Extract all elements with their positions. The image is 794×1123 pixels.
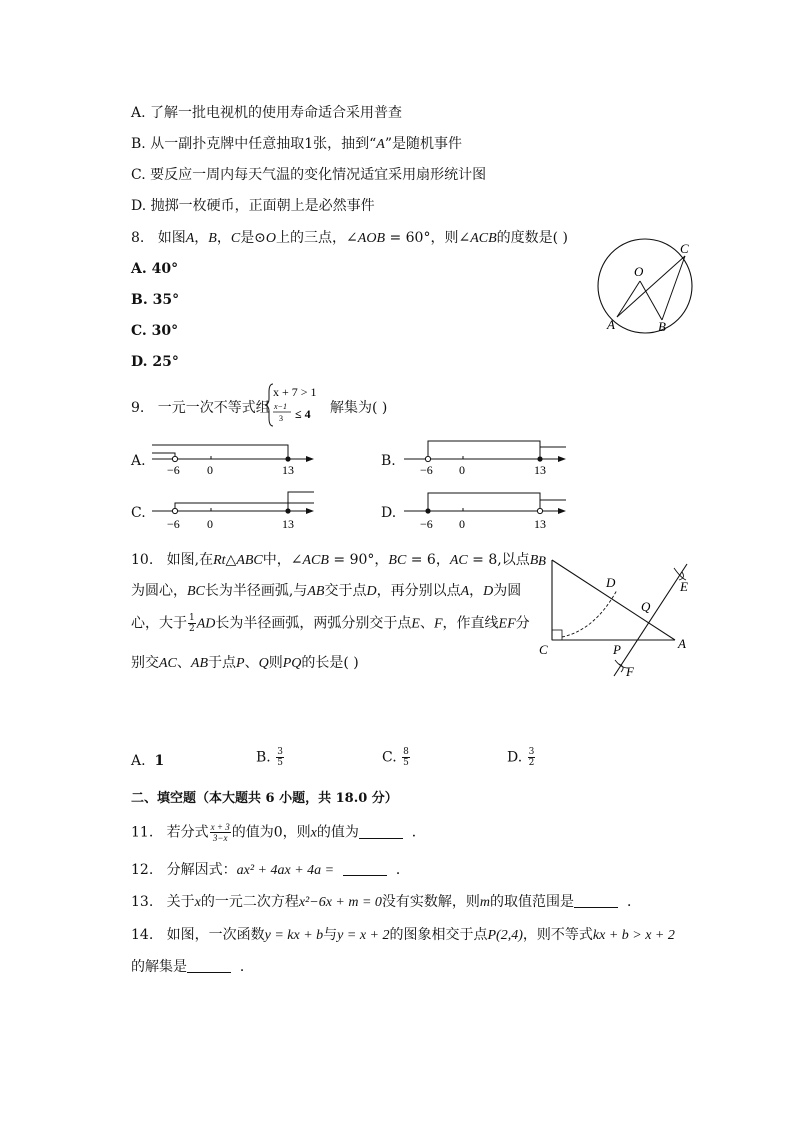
q9-b-tick-13: 13 (534, 463, 546, 477)
q8-var: AOB (357, 231, 385, 246)
q14-answer-blank[interactable] (187, 958, 231, 973)
q10-choice-c-num: 8 (403, 747, 409, 757)
q7-choice-d: D. 抛掷一枚硬币，正面朝上是必然事件 (131, 198, 375, 214)
q10-choice-c-den: 5 (403, 758, 409, 768)
q12-answer-blank[interactable] (343, 861, 387, 876)
q9-d-solid-dot-left (425, 508, 430, 513)
q12-number: 12. (131, 862, 154, 878)
q10-choice-c (382, 747, 411, 768)
q10-frac-num: 1 (189, 613, 195, 623)
q10-frac-den: 2 (189, 624, 195, 634)
q10-right-angle (552, 630, 562, 640)
q10-text: 如图,在 (166, 552, 214, 568)
q10-var: AD (196, 616, 216, 632)
q10-label-c: C (539, 642, 548, 657)
q8-choice-a: A. 40° (131, 261, 179, 277)
q8-label-c: C (680, 241, 689, 256)
q9-b-tick-neg6: −6 (420, 463, 433, 477)
q10-text: 为圆心， (131, 583, 187, 599)
q10-var: PQ (282, 656, 302, 671)
q10-var: E (411, 616, 420, 632)
q8-text: 如图 (157, 230, 186, 246)
q10-text: ， (469, 583, 484, 599)
q9-a-ray-right (152, 445, 288, 459)
q9-a-tick-13: 13 (282, 463, 294, 477)
q10-var: ABC (236, 553, 263, 568)
q10-var: BC (187, 584, 205, 599)
q9-c-solid-dot (285, 508, 290, 513)
q14-text: 与 (323, 927, 338, 943)
q13-var: x (194, 895, 201, 910)
q8-number: 8. (131, 230, 145, 246)
q10-choice-d-den: 2 (528, 758, 535, 768)
q10-text: 的长是( ) (301, 655, 359, 671)
q11-line (131, 822, 426, 844)
q10-var: EF (498, 616, 516, 632)
q10-text: 分 (515, 615, 530, 632)
q10-var: AB (190, 656, 208, 671)
q10-var: BC (388, 553, 407, 568)
q9-b-ray-1 (428, 441, 540, 459)
q10-text: 、 (176, 655, 191, 671)
q13-expression: x²−6x + m = 0 (298, 895, 382, 910)
q10-text: 心，大于 (131, 615, 187, 632)
q14-expression: P(2,4) (487, 928, 523, 943)
q9-a-arrow (306, 456, 314, 462)
q10-choice-b-num: 3 (277, 747, 283, 757)
q11-text: 的值为 (316, 824, 359, 841)
q13-var: m (479, 895, 491, 910)
q7-choice-a: A. 了解一批电视机的使用寿命适合采用普查 (131, 105, 403, 121)
q8-sep: ， (194, 230, 209, 246)
q8-segment-ca (617, 256, 685, 317)
q10-choice-d-label: D. (507, 749, 523, 766)
q9-c-tick-zero: 0 (207, 517, 213, 531)
q8-label-o: O (634, 264, 644, 279)
q9-numberline-a (148, 438, 318, 480)
q9-text: 一元一次不等式组 (157, 400, 270, 416)
q9-stem (131, 398, 270, 418)
q10-choice-b-fraction (276, 747, 284, 768)
q10-var: D (366, 584, 377, 599)
q10-var: F (433, 616, 443, 632)
q9-d-ray-1 (428, 493, 540, 511)
q10-choice-b-label: B. (256, 749, 271, 766)
q10-text: 别交 (131, 655, 159, 671)
q13-number: 13. (131, 894, 154, 910)
q9-d-tick-13: 13 (534, 517, 546, 531)
q10-text: 长为半径画弧,与 (204, 583, 308, 599)
q9-frac-den: 3 (279, 414, 283, 423)
q9-ineq1: x + 7 > 1 (273, 385, 317, 399)
q9-a-open-dot (172, 456, 177, 461)
q9-a-solid-dot (285, 456, 290, 461)
q11-number: 11. (131, 824, 154, 841)
q10-choice-c-label: C. (382, 749, 397, 766)
q8-var: B (208, 231, 217, 246)
q12-text: ． (395, 862, 410, 878)
q8-text: 是⊙ (240, 230, 266, 246)
q11-text: 的值为0，则 (231, 824, 311, 841)
q10-var: AC (159, 656, 177, 671)
q10-var: P (236, 656, 245, 671)
q13-text: 关于 (166, 894, 195, 910)
q10-text: 则 (268, 655, 283, 671)
q10-label-e: E (680, 579, 688, 594)
q9-choice-b-label: B. (381, 453, 396, 469)
q10-label-a: A (678, 636, 686, 651)
q10-var: Rt (213, 553, 226, 568)
q9-stem-tail: 解集为( ) (330, 400, 388, 416)
q9-c-arrow (306, 508, 314, 514)
q10-var: B (529, 553, 539, 568)
q10-choice-c-fraction (402, 747, 410, 768)
q12-expression: ax² + 4ax + 4a = (236, 863, 335, 878)
q8-segment-cb (662, 256, 685, 320)
q14-expression: y = x + 2 (337, 928, 390, 943)
q10-text: 长为半径画弧，两弧分别交于点 (215, 615, 412, 632)
q7-choice-c: C. 要反应一周内每天气温的变化情况适宜采用扇形统计图 (131, 167, 487, 183)
q8-circle-figure (590, 236, 710, 340)
q9-choice-d-label: D. (381, 505, 397, 521)
q9-ineq2-tail: ≤ 4 (295, 407, 311, 421)
q8-text: = 60°，则∠ (385, 230, 471, 246)
q11-text: ． (411, 824, 426, 841)
q9-b-solid-dot (537, 456, 542, 461)
q8-text: 上的三点，∠ (276, 230, 358, 246)
q14-text: 如图，一次函数 (166, 927, 265, 943)
q10-line-3 (131, 613, 530, 635)
q10-choice-d (507, 747, 536, 768)
q9-numberline-d (400, 490, 570, 532)
q14-text: 的图象相交于点 (389, 927, 488, 943)
q10-choice-b-den: 5 (277, 758, 283, 768)
q9-b-arrow (558, 456, 566, 462)
q14-line-1 (131, 925, 675, 946)
q13-text: 没有实数解，则 (381, 894, 480, 910)
q10-var: Q (258, 656, 269, 671)
q13-answer-blank[interactable] (574, 893, 618, 908)
q8-choice-b: B. 35° (131, 292, 180, 308)
q10-label-b: B (538, 553, 546, 568)
q9-frac-num: x−1 (274, 402, 287, 411)
q10-text: 中，∠ (262, 552, 303, 568)
q9-c-ray-1 (175, 503, 314, 511)
q9-numberline-c (148, 490, 318, 532)
q13-text: 的取值范围是 (490, 894, 575, 910)
q9-d-open-dot-right (537, 508, 542, 513)
q11-frac-num: x + 3 (210, 822, 230, 832)
q10-var: A (460, 584, 470, 599)
q10-text: = 6， (406, 552, 450, 568)
q11-frac-den: 3−x (212, 833, 228, 843)
q9-d-tick-zero: 0 (459, 517, 465, 531)
q10-text: 为圆 (493, 583, 522, 599)
q8-label-a: A (607, 317, 615, 332)
q11-fraction (210, 822, 231, 843)
q10-text: ，再分别以点 (376, 583, 461, 599)
q9-d-tick-neg6: −6 (420, 517, 433, 531)
q8-choice-d: D. 25° (131, 354, 179, 370)
q12-line (131, 860, 410, 881)
q13-text: 的一元二次方程 (200, 894, 299, 910)
q9-c-tick-neg6: −6 (167, 517, 180, 531)
q9-choice-a-label: A. (131, 453, 146, 469)
q8-var: ACB (470, 231, 497, 246)
q7-b-pre: B. 从一副扑克牌中任意抽取1张，抽到“ (131, 136, 377, 152)
q9-c-tick-13: 13 (282, 517, 294, 531)
q14-text: ． (239, 959, 254, 975)
q8-label-b: B (658, 319, 666, 334)
q10-var: D (483, 584, 494, 599)
q8-var: C (230, 231, 241, 246)
q10-line-1 (131, 550, 538, 571)
q10-number: 10. (131, 552, 154, 568)
q9-brace (265, 384, 273, 426)
q10-text: 交于点 (324, 583, 367, 599)
q10-line-ef (614, 564, 687, 676)
q14-text: 的解集是 (131, 959, 187, 975)
q9-d-arrow (558, 508, 566, 514)
q10-triangle-figure (535, 550, 705, 682)
q11-text: 若分式 (166, 824, 209, 841)
q10-line-4 (131, 653, 359, 674)
q10-label-d: D (606, 575, 616, 590)
q10-text: △ (225, 552, 237, 568)
q14-expression: kx + b > x + 2 (592, 928, 675, 943)
q7-choice-b (131, 134, 462, 155)
q11-var: x (310, 825, 317, 841)
q10-choice-b (256, 747, 285, 768)
q10-text: 、 (244, 655, 259, 671)
q7-b-post: ”是随机事件 (384, 136, 462, 152)
q10-text: ，作直线 (442, 615, 499, 632)
q10-text: 、 (419, 615, 434, 632)
q9-a-ray-left (152, 453, 175, 459)
q8-var: A (185, 231, 195, 246)
q10-text: 于点 (208, 655, 236, 671)
q10-text: = 90°， (328, 552, 389, 568)
q10-line-2 (131, 581, 521, 602)
q10-text: = 8,以点 (467, 552, 530, 568)
q13-text: ． (626, 894, 641, 910)
q10-var: AC (449, 553, 468, 568)
q10-choice-a-value: 1 (154, 753, 165, 769)
q9-c-ray-2 (288, 492, 314, 511)
q14-line-2 (131, 957, 254, 977)
q9-b-open-dot (425, 456, 430, 461)
q8-stem (131, 228, 568, 249)
q10-choice-a-label: A. (131, 753, 146, 769)
q12-text: 分解因式： (166, 862, 237, 878)
q10-label-p: P (613, 642, 621, 657)
q10-label-f: F (626, 664, 634, 679)
q9-c-open-dot (172, 508, 177, 513)
q9-number: 9. (131, 400, 145, 416)
q8-var: O (265, 231, 277, 246)
q8-choice-c: C. 30° (131, 323, 179, 339)
q10-half-fraction (188, 613, 196, 634)
section-2-title: 二、填空题（本大题共 6 小题，共 18.0 分） (131, 791, 398, 806)
q11-answer-blank[interactable] (359, 824, 403, 839)
q10-label-q: Q (641, 599, 651, 614)
q9-numberline-b (400, 438, 570, 480)
q13-line (131, 892, 641, 913)
q7-b-var: A (376, 137, 385, 152)
q8-sep: ， (216, 230, 231, 246)
q8-text: 的度数是( ) (496, 230, 569, 246)
q14-number: 14. (131, 927, 154, 943)
q9-d-ray-2 (540, 500, 566, 511)
q10-var: ACB (302, 553, 329, 568)
q14-expression: y = kx + b (264, 928, 324, 943)
q9-a-tick-neg6: −6 (167, 463, 180, 477)
q10-choice-d-num: 3 (528, 747, 535, 757)
q9-a-tick-zero: 0 (207, 463, 213, 477)
q10-choice-a (131, 753, 164, 769)
q9-b-ray-2 (540, 447, 566, 459)
q14-text: ，则不等式 (522, 927, 593, 943)
q10-var: AB (307, 584, 325, 599)
q10-choice-d-fraction (528, 747, 536, 768)
q9-choice-c-label: C. (131, 505, 146, 521)
q9-b-tick-zero: 0 (459, 463, 465, 477)
q10-side-ba (552, 560, 675, 640)
